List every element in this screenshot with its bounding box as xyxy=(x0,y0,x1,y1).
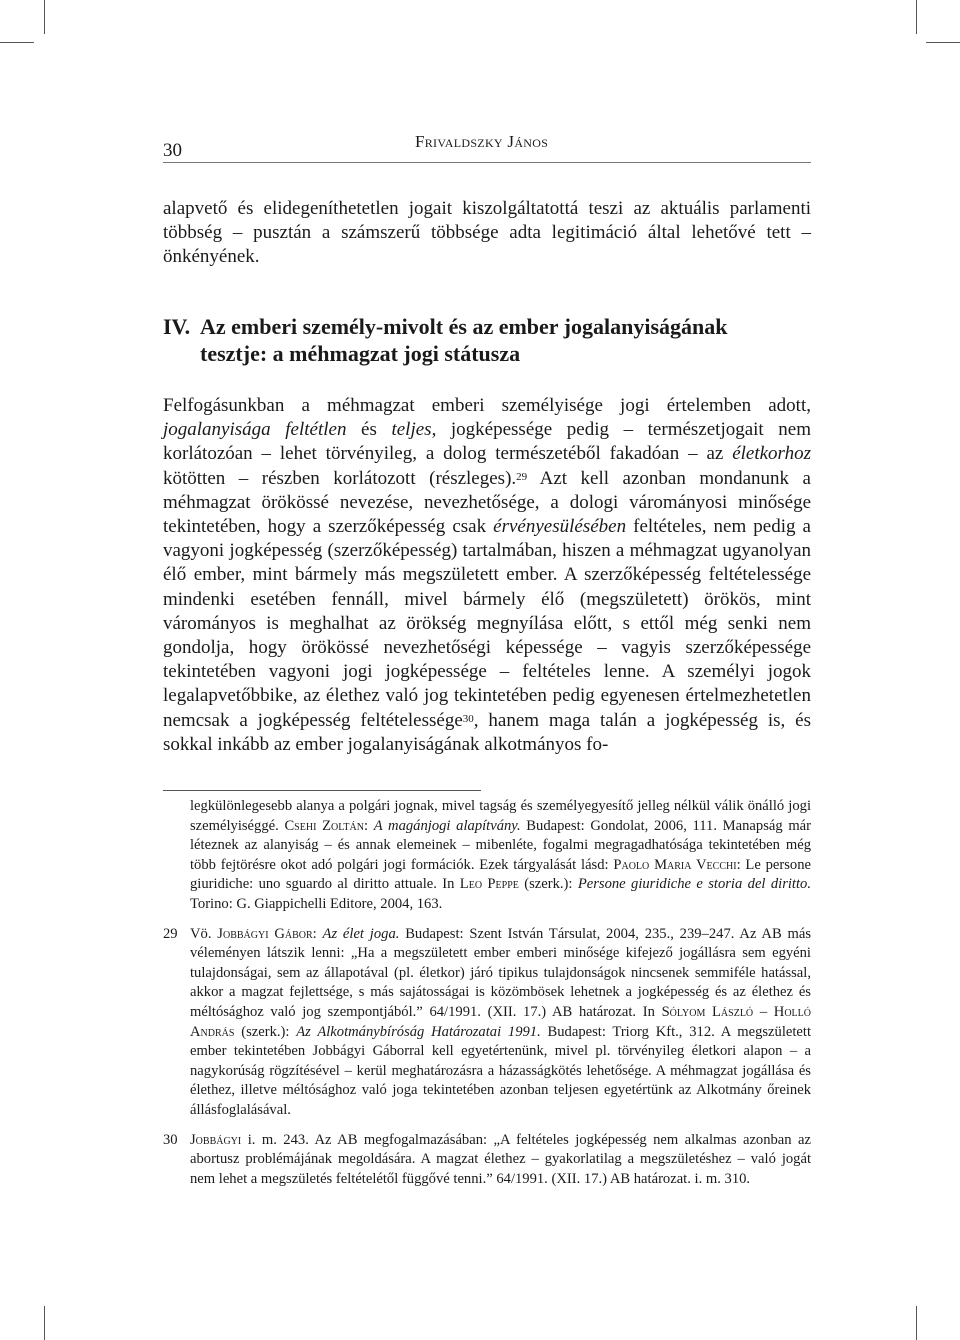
section-number: IV. xyxy=(163,314,191,339)
text-run: : Le persone giuridiche: uno sguardo al diritto attuale. In xyxy=(190,856,811,893)
italic-run: érvényesülésében xyxy=(493,516,627,538)
author-name: Holló András xyxy=(190,1003,811,1040)
author-name: Jobbágyi Gábor xyxy=(217,925,313,942)
crop-mark xyxy=(916,0,917,34)
text-run: Budapest: Triorg Kft., 312. A megszületett ember tekintetében Jobbágyi Gáborral kell egyetértenünk, mivel pl. törvényileg életkori alapon – a nagykorúság rögzítésével – kerül meghatározásra a házasságkötés lehetősége. A méhmagzat jogállása és élethez, illetve méltósághoz való joga tekintetében azonban teljesen egyetértünk az Alkotmány őreinek állásfoglalásával. xyxy=(190,1023,812,1118)
text-run: : xyxy=(363,817,374,834)
text-run: – xyxy=(753,1003,774,1020)
footnote-ref-29[interactable]: 29 xyxy=(516,470,528,483)
text-run: Budapest: Szent István Társulat, 2004, 235., 239–247. Az AB más véleményen látszik lenni: „Ha a megszületett ember emberi minősége kifejező jogállásra sem egyéni tulajdonságai, sem az állapotával (pl. életkor) járó tipikus tulajdonságok nincsenek semmiféle hatással, akkor a magzat fejlettsége, s más sajátosságai is közömbösek lehetnek a jogképesség és az élethez és méltósághoz való jog szempontjából.” 64/1991. (XII. 17.) AB határozat. In xyxy=(190,925,811,1020)
footnote-continued xyxy=(163,797,811,915)
page-number: 30 xyxy=(163,140,182,161)
text-run: Budapest: Gondolat, 2006, 111. Manapság már léteznek az alanyiság – és annak elemeinek – mibenléte, fogalmi megragadhatósága tekintetében még több fejtörésre okot adó polgári jogi formációk. Ezek tárgyalását lásd: xyxy=(190,817,812,873)
section-title-line1: Az emberi személy-mivolt és az ember jogalanyiságának xyxy=(200,314,728,339)
author-name: Csehi Zoltán xyxy=(284,817,364,834)
author-name: Sólyom László xyxy=(661,1003,754,1020)
footnote-ref-30[interactable]: 30 xyxy=(462,712,474,725)
text-run: Azt kell azonban mondanunk a méhmagzat örökössé nevezése, nevezhetősége, a dologi várományosi minősége tekintetében, hogy a szerzőképesség csak xyxy=(163,467,811,538)
running-head xyxy=(163,132,811,162)
author-name: Leo Peppe xyxy=(459,876,519,893)
work-title: Persone giuridiche e storia del diritto. xyxy=(577,876,811,893)
footnote-number: 30 xyxy=(163,1131,178,1148)
work-title: Az Alkotmánybíróság Határozatai 1991. xyxy=(296,1023,541,1040)
section-heading xyxy=(163,313,811,367)
text-run: Felfogásunkban a méhmagzat emberi személyisége jogi értelemben adott, xyxy=(163,395,811,416)
crop-mark xyxy=(0,42,34,43)
crop-mark xyxy=(926,42,960,43)
italic-run: életkorhoz xyxy=(732,443,811,465)
author-name: Paolo Maria Vecchi xyxy=(613,856,737,873)
text-run: (szerk.): xyxy=(518,876,578,893)
footnote-number: 29 xyxy=(163,925,178,942)
section-title-line2: tesztje: a méhmagzat jogi státusza xyxy=(200,341,521,366)
italic-run: jogalanyisága feltétlen xyxy=(163,419,347,441)
work-title: Az élet joga. xyxy=(322,925,400,942)
text-run: : xyxy=(312,925,323,942)
text-run: és xyxy=(346,419,392,441)
paragraph-intro: alapvető és elidegeníthetetlen jogait kiszolgáltatottá teszi az aktuális parlamenti többség – pusztán a számszerű többsége adta legitimáció által lehetővé tett – önkényének. xyxy=(163,198,811,268)
header-rule xyxy=(163,162,811,163)
italic-run: teljes xyxy=(391,419,432,441)
footnote-30 xyxy=(163,1131,811,1190)
crop-mark xyxy=(44,1306,45,1340)
crop-mark xyxy=(916,1306,917,1340)
running-title: Frivaldszky János xyxy=(415,132,549,151)
text-run: i. m. 243. Az AB megfogalmazásában: „A feltételes jogképesség nem alkalmas azonban az abortusz problémájának megoldására. A magzat élethez – gyakorlatilag a megszületéshez – való jogát nem lehet a megszületés feltételétől függővé tenni.” 64/1991. (XII. 17.) AB határozat. i. m. 310. xyxy=(190,1131,811,1187)
work-title: A magánjogi alapítvány. xyxy=(373,817,521,834)
author-name: Jobbágyi xyxy=(190,1131,242,1148)
text-run: feltételes, nem pedig a vagyoni jogképesség (szerzőképesség) tartalmában, hiszen a méhmagzat ugyanolyan élő ember, mint bármely más megszületett ember. A szerzőképesség feltételessége mindenki esetében fennáll, mivel bármely élő (megszületett) örökös, mint várományos is meghalhat az örökség megnyílása előtt, s ettől még senki nem gondolja, hogy örökössé nevezhetőségi képessége – vagyis szerzőképessége tekintetében vagyoni jogi jogképessége – feltételes lenne. A személyi jogok legalapvetőbbike, az élethez való jog tekintetében pedig egyenesen értelmezhetetlen nemcsak a jogképesség feltételessége xyxy=(163,516,811,731)
text-run: legkülönlegesebb alanya a polgári jognak, mivel tagság és személyegyesítő jelleg nélkül válik önálló jogi személyiséggé. xyxy=(190,798,811,834)
text-run: Vö. xyxy=(190,925,218,942)
crop-mark xyxy=(44,0,45,34)
footnotes xyxy=(163,797,811,1189)
text-run: , jogképessége pedig – természetjogait nem korlátozóan – lehet törvényileg, a dolog természetéből fakadóan – az xyxy=(163,419,812,465)
text-run: (szerk.): xyxy=(234,1023,297,1040)
footnote-29 xyxy=(163,925,811,1121)
text-run: kötötten – részben korlátozott (részleges). xyxy=(163,467,517,489)
paragraph-main xyxy=(163,394,811,757)
text-run: Torino: G. Giappichelli Editore, 2004, 163. xyxy=(190,895,443,912)
footnote-rule xyxy=(163,790,481,791)
text-run: , hanem maga talán a jogképesség is, és sokkal inkább az ember jogalanyiságának alkotmányos fo- xyxy=(163,709,811,755)
